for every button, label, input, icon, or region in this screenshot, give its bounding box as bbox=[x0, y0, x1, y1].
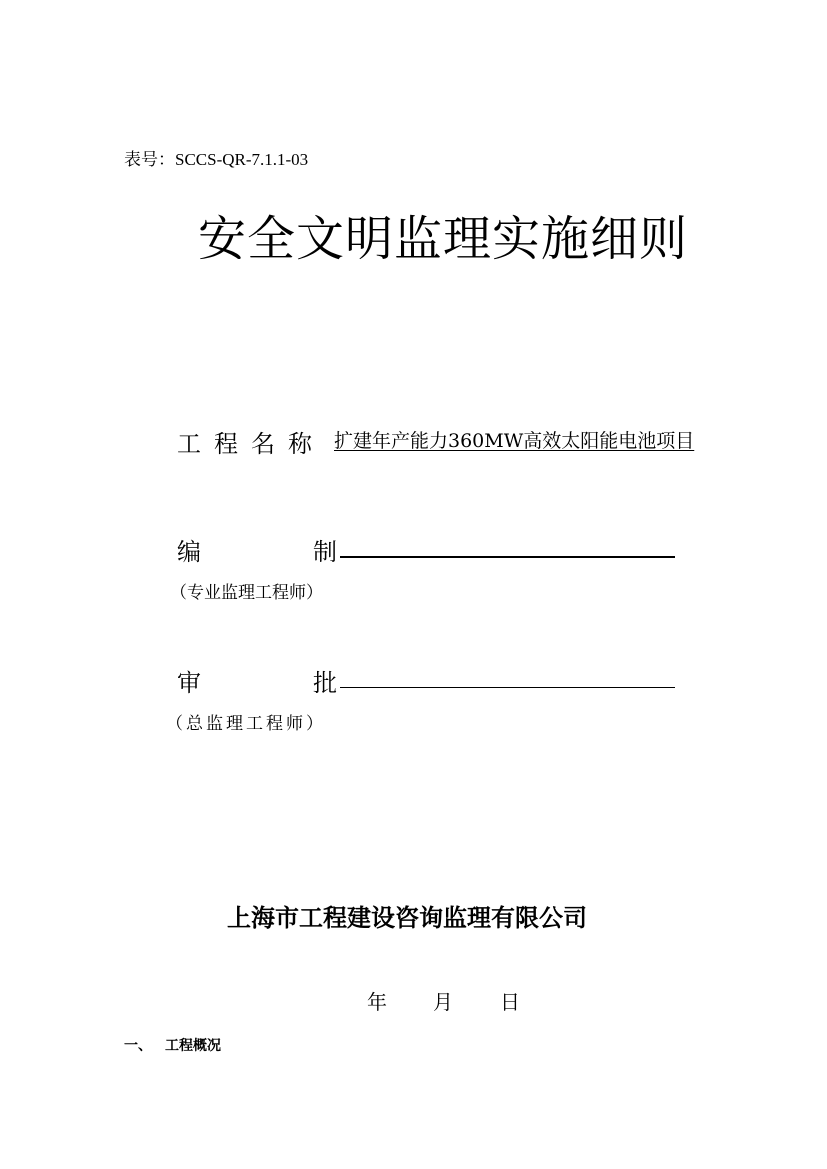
compiler-label-char2: 制 bbox=[313, 538, 337, 566]
date-day: 日 bbox=[500, 990, 520, 1014]
project-name-label: 工程名称 bbox=[177, 430, 325, 458]
compiler-role-note: （专业监理工程师） bbox=[170, 583, 323, 603]
section-number: 一、 bbox=[124, 1038, 152, 1054]
date-month: 月 bbox=[433, 990, 453, 1014]
compiler-signature-line bbox=[340, 556, 675, 558]
approver-label-char1: 审 bbox=[177, 669, 201, 697]
project-name-value: 扩建年产能力360MW高效太阳能电池项目 bbox=[334, 430, 695, 452]
approver-label-char2: 批 bbox=[313, 669, 337, 697]
form-number: 表号：SCCS-QR-7.1.1-03 bbox=[124, 150, 309, 169]
document-title: 安全文明监理实施细则 bbox=[198, 211, 689, 267]
compiler-label-char1: 编 bbox=[177, 538, 201, 566]
date-year: 年 bbox=[367, 990, 387, 1014]
approver-role-note: （总监理工程师） bbox=[166, 714, 326, 734]
company-name: 上海市工程建设咨询监理有限公司 bbox=[227, 904, 587, 932]
section-heading: 工程概况 bbox=[165, 1038, 221, 1054]
approver-signature-line bbox=[340, 687, 675, 688]
